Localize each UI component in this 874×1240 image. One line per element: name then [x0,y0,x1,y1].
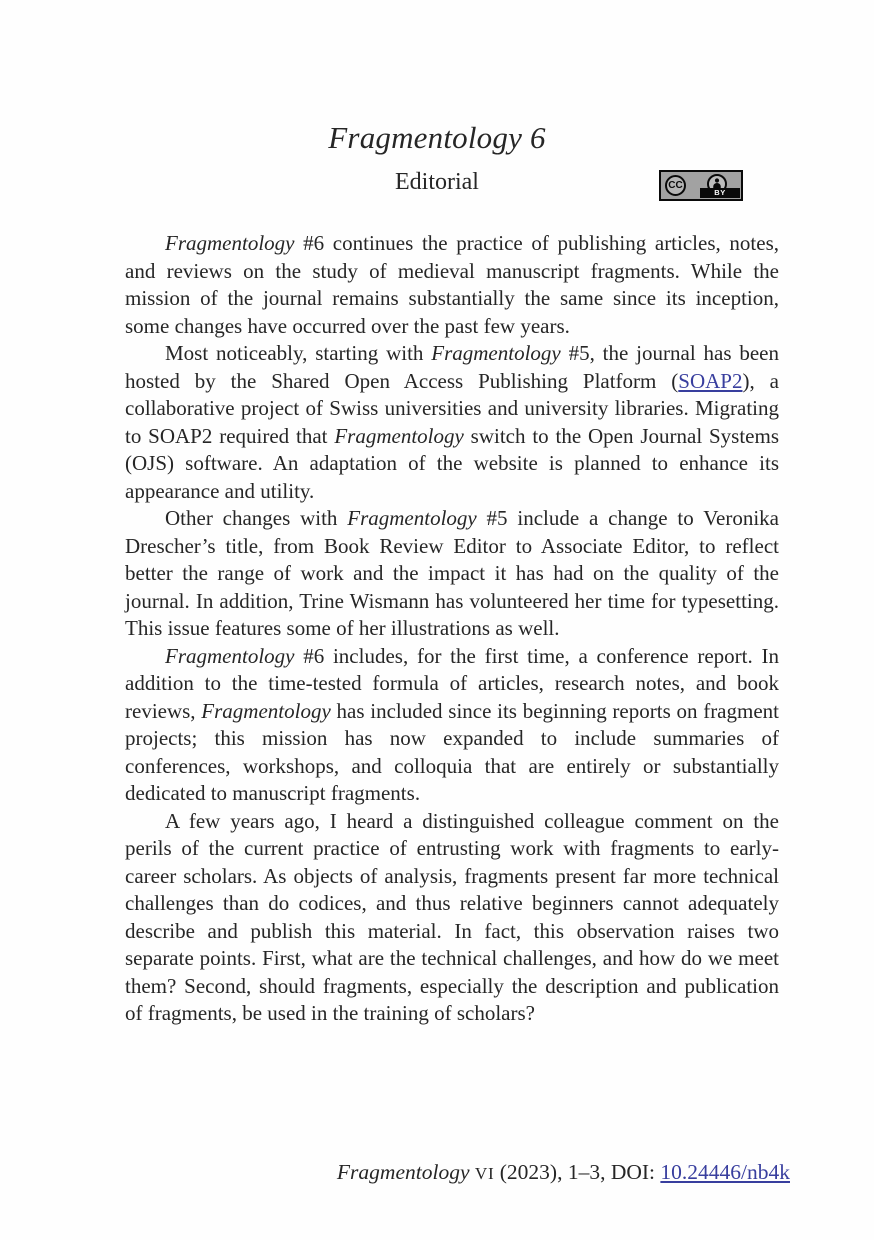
text-segment: VI [474,1164,495,1183]
article-body [125,230,779,1028]
text-segment: Most noticeably, starting with [165,341,432,365]
paragraph-2 [125,340,779,505]
text-segment: ), a collaborative project of Swiss universities and university libraries. Migrating to SOAP2 required that [125,368,779,448]
text-segment: #5 include a change to Veronika Drescher’s title, from Book Review Editor to Associate Editor, to reflect better the range of work and the impact it has had on the quality of the journal. In addition, Trine Wismann has volunteered her time for typesetting. This issue features some of her illustrations as well. [125,506,779,640]
text-segment: #5, the journal has been hosted by the Shared Open Access Publishing Platform ( [125,341,779,393]
text-segment: Fragmentology [165,643,295,668]
page-title: Fragmentology 6 [328,120,546,155]
paragraph-4 [125,643,779,808]
text-segment: switch to the Open Journal Systems (OJS) software. An adaptation of the website is planned to enhance its appearance and utility. [125,423,780,503]
cc-logo-icon: CC [665,175,686,196]
text-segment: #6 includes, for the first time, a conference report. In addition to the time-tested formula of articles, research notes, and book reviews, [125,643,779,723]
cc-by-license-badge [659,170,743,201]
text-segment: Fragmentology [347,506,477,530]
text-segment: (2023), 1–3, DOI: [494,1160,661,1184]
text-segment: Fragmentology [336,1160,470,1184]
text-segment: Fragmentology [334,423,464,448]
text-segment: A few years ago, I heard a distinguished colleague comment on the perils of the current practice of entrusting work with fragments to early-career scholars. As objects of analysis, fragments present far more technical challenges than do codices, and thus relative beginners cannot adequately describe and publish this material. In fact, this observation raises two separate points. First, what are the technical challenges, and how do we meet them? Second, should fragments, especially the description and publication of fragments, be used in the training of scholars? [125,808,779,1025]
footer-citation [0,1158,790,1188]
text-segment: Other changes with [165,506,348,530]
text-segment: Fragmentology [165,231,295,255]
text-segment: Fragmentology [431,341,561,365]
paragraph-3 [125,505,779,643]
text-segment: #6 continues the practice of publishing articles, notes, and reviews on the study of medieval manuscript fragments. While the mission of the journal remains substantially the same since its inception, some changes have occurred over the past few years. [125,231,779,338]
page-subtitle: Editorial [395,169,479,195]
text-segment: Fragmentology [201,698,331,723]
paragraph-1 [125,230,779,340]
text-link[interactable]: 10.24446/nb4k [660,1160,790,1184]
text-link[interactable]: SOAP2 [678,368,743,393]
paragraph-5 [125,808,779,1028]
by-label: BY [700,188,740,198]
text-segment: has included since its beginning reports on fragment projects; this mission has now expanded to include summaries of conferences, workshops, and colloquia that are entirely or substantially dedicated to manuscript fragments. [125,698,779,805]
